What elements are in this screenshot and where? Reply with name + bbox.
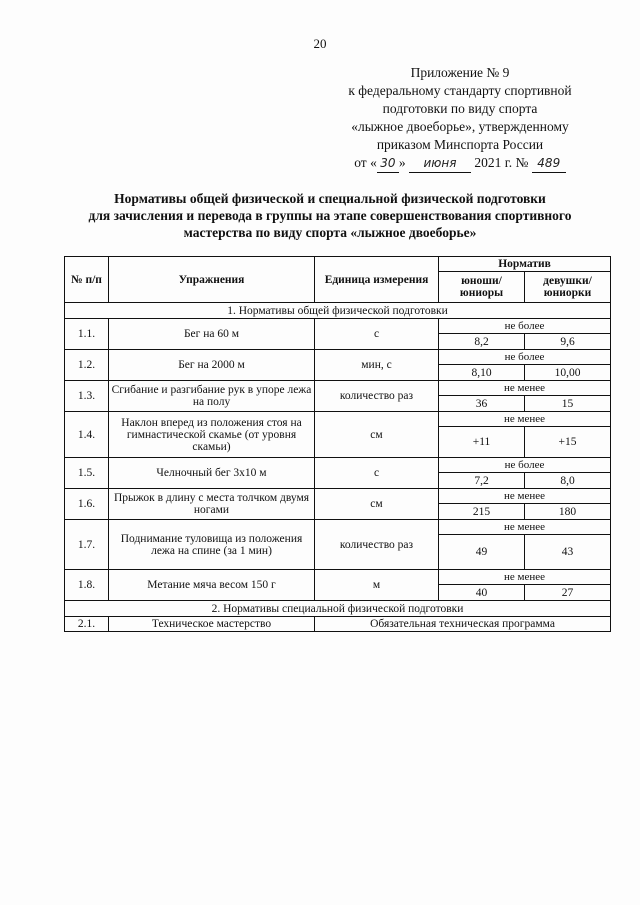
norms-table	[64, 256, 611, 632]
header-num: № п/п	[65, 257, 109, 303]
table-row	[65, 412, 611, 427]
row-boys-value: 8,10	[439, 365, 525, 381]
row-condition: не более	[439, 319, 611, 334]
appendix-line-5: приказом Минспорта России	[376, 137, 544, 152]
row-unit: с	[315, 319, 439, 350]
row-exercise: Бег на 2000 м	[109, 350, 315, 381]
row-num: 1.5.	[65, 458, 109, 489]
title-line-1: Нормативы общей физической и специальной физической подготовки	[114, 191, 546, 206]
row-num: 1.6.	[65, 489, 109, 520]
row-num: 1.3.	[65, 381, 109, 412]
row-girls-value: 15	[525, 396, 611, 412]
header-unit: Единица измерения	[315, 257, 439, 303]
date-year: 2021 г. №	[474, 155, 529, 170]
row-girls-value: 9,6	[525, 334, 611, 350]
row-unit: м	[315, 570, 439, 601]
row-condition: не менее	[439, 520, 611, 535]
table-row	[65, 381, 611, 396]
appendix-line-4: «лыжное двоеборье», утвержденному	[351, 119, 569, 134]
row-girls-value: 180	[525, 504, 611, 520]
section-row	[65, 303, 611, 319]
row-unit: см	[315, 412, 439, 458]
order-number: 489	[532, 154, 566, 173]
row-boys-value: +11	[439, 427, 525, 458]
table-row	[65, 458, 611, 473]
table-row	[65, 617, 611, 632]
row-boys-value: 40	[439, 585, 525, 601]
appendix-block	[300, 64, 620, 173]
row-num: 1.2.	[65, 350, 109, 381]
table-row	[65, 489, 611, 504]
header-row	[65, 257, 611, 272]
row-condition: не менее	[439, 489, 611, 504]
row-condition: не менее	[439, 412, 611, 427]
row-boys-value: 8,2	[439, 334, 525, 350]
date-month: июня	[409, 154, 471, 173]
row-exercise: Метание мяча весом 150 г	[109, 570, 315, 601]
row-exercise: Бег на 60 м	[109, 319, 315, 350]
table-row	[65, 520, 611, 535]
row-girls-value: 43	[525, 535, 611, 570]
row-condition: не менее	[439, 381, 611, 396]
row-boys-value: 7,2	[439, 473, 525, 489]
row-num: 1.4.	[65, 412, 109, 458]
row-condition: не менее	[439, 570, 611, 585]
section-row	[65, 601, 611, 617]
row-girls-value: 27	[525, 585, 611, 601]
row-boys-value: 215	[439, 504, 525, 520]
header-norm: Норматив	[439, 257, 611, 272]
row-num: 1.8.	[65, 570, 109, 601]
row-num: 2.1.	[65, 617, 109, 632]
appendix-date-line	[300, 154, 620, 173]
row-girls-value: +15	[525, 427, 611, 458]
row-num: 1.7.	[65, 520, 109, 570]
table-row	[65, 570, 611, 585]
row-exercise: Челночный бег 3x10 м	[109, 458, 315, 489]
row-unit: см	[315, 489, 439, 520]
date-prefix: от «	[354, 155, 377, 170]
row-exercise: Техническое мастерство	[109, 617, 315, 632]
section-2-title: 2. Нормативы специальной физической подготовки	[65, 601, 611, 617]
row-boys-value: 36	[439, 396, 525, 412]
row-girls-value: 8,0	[525, 473, 611, 489]
row-unit: количество раз	[315, 381, 439, 412]
row-norm-text: Обязательная техническая программа	[315, 617, 611, 632]
title-line-3: мастерства по виду спорта «лыжное двоеборье»	[183, 225, 477, 240]
appendix-line-3: подготовки по виду спорта	[382, 101, 538, 116]
table-row	[65, 350, 611, 365]
title-line-2: для зачисления и перевода в группы на этапе совершенствования спортивного	[88, 208, 572, 223]
table-row	[65, 319, 611, 334]
appendix-line-1: Приложение № 9	[410, 65, 510, 80]
row-girls-value: 10,00	[525, 365, 611, 381]
appendix-line-2: к федеральному стандарту спортивной	[348, 83, 572, 98]
header-girls: девушки/ юниорки	[525, 272, 611, 303]
section-1-title: 1. Нормативы общей физической подготовки	[65, 303, 611, 319]
page-number: 20	[313, 36, 327, 51]
date-day: 30	[377, 154, 399, 173]
date-mid: »	[398, 155, 406, 170]
header-boys: юноши/ юниоры	[439, 272, 525, 303]
document-title	[40, 190, 620, 241]
row-num: 1.1.	[65, 319, 109, 350]
row-unit: количество раз	[315, 520, 439, 570]
row-exercise: Поднимание туловища из положения лежа на спине (за 1 мин)	[109, 520, 315, 570]
row-unit: с	[315, 458, 439, 489]
header-exercise: Упражнения	[109, 257, 315, 303]
row-exercise: Прыжок в длину с места толчком двумя ногами	[109, 489, 315, 520]
row-unit: мин, с	[315, 350, 439, 381]
row-exercise: Наклон вперед из положения стоя на гимнастической скамье (от уровня скамьи)	[109, 412, 315, 458]
row-exercise: Сгибание и разгибание рук в упоре лежа на полу	[109, 381, 315, 412]
row-boys-value: 49	[439, 535, 525, 570]
row-condition: не более	[439, 458, 611, 473]
row-condition: не более	[439, 350, 611, 365]
